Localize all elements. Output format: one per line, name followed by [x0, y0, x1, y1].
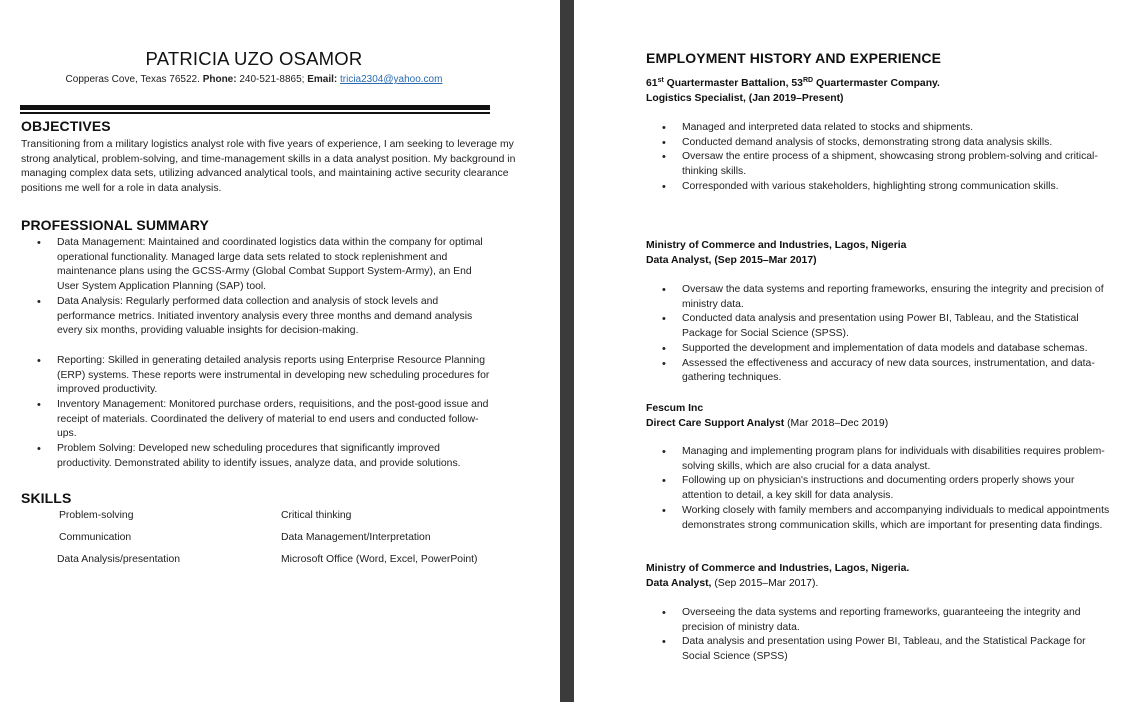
summary-item-text: Reporting: Skilled in generating detailed analysis reports using Enterprise Resource Planning (ERP) systems. These reports were instrumental in developing new scheduling procedures for improved productivity.: [57, 354, 490, 396]
job-bullets: [662, 121, 1112, 195]
job-bullets: [662, 283, 1112, 386]
objectives-heading: OBJECTIVES: [21, 118, 111, 134]
summary-item: [37, 295, 492, 339]
job-bullet: • Conducted demand analysis of stocks, demonstrating strong data analysis skills.: [662, 136, 1053, 149]
bullet-icon: •: [662, 151, 666, 164]
objectives-text: Transitioning from a military logistics analyst role with five years of experience, I am seeking to leverage my strong analytical, problem-solving, and time-management skills in a data analyst position. My background in managing complex data sets, utilizing advanced analytical tools, and maintaining active security clearance positions me well for a role in data analysis.: [21, 139, 516, 195]
bullet-icon: •: [662, 122, 666, 134]
bullet-icon: •: [662, 136, 666, 149]
bullet-icon: •: [662, 446, 666, 458]
job-bullet: • Assessed the effectiveness and accuracy of new data sources, instrumentation, and data-gathering techniques.: [662, 357, 1095, 384]
job-organization: Ministry of Commerce and Industries, Lagos, Nigeria: [646, 240, 907, 251]
skill-item: Data Analysis/presentation: [57, 554, 181, 565]
bullet-icon: •: [662, 504, 666, 517]
skill-item: Data Management/Interpretation: [281, 532, 431, 543]
employment-heading: EMPLOYMENT HISTORY AND EXPERIENCE: [646, 50, 942, 66]
bullet-icon: •: [662, 357, 666, 370]
job-bullet: • Managed and interpreted data related to stocks and shipments.: [662, 122, 974, 134]
header-rule-thick: [20, 105, 490, 110]
resume-page-left: [0, 0, 560, 702]
bullet-icon: •: [662, 475, 666, 488]
job-title: Direct Care Support Analyst (Mar 2018–Dec 2019): [646, 418, 889, 429]
page-divider: [560, 0, 574, 702]
job-bullet: • Overseeing the data systems and reporting frameworks, guaranteeing the integrity and precision of ministry data.: [662, 607, 1081, 633]
candidate-name: PATRICIA UZO OSAMOR: [145, 48, 363, 69]
summary-item-text: Inventory Management: Monitored purchase orders, requisitions, and the post-good issue and receipt of materials. Coordinated the delivery of material to end users and conducted follow-ups.: [57, 399, 489, 440]
bullet-icon: •: [37, 295, 41, 308]
job-bullet: • Data analysis and presentation using Power BI, Tableau, and the Statistical Package for Social Science (SPSS): [662, 636, 1086, 663]
bullet-icon: •: [662, 607, 666, 619]
bullet-icon: •: [37, 237, 41, 249]
bullet-icon: •: [662, 284, 666, 296]
job-bullets: [662, 445, 1112, 533]
skill-item: Communication: [59, 532, 132, 543]
job-bullet: • Corresponded with various stakeholders, highlighting strong communication skills.: [662, 180, 1059, 193]
bullet-icon: •: [662, 180, 666, 193]
skills-heading: SKILLS: [21, 490, 72, 506]
bullet-icon: •: [662, 342, 666, 355]
bullet-icon: •: [662, 636, 666, 649]
bullet-icon: •: [37, 354, 41, 367]
contact-phone: 240-521-8865;: [239, 74, 305, 85]
summary-item-text: Problem Solving: Developed new scheduling procedures that significantly improved productivity. Demonstrated ability to identify issues, analyze data, and provide solutions.: [57, 443, 461, 469]
job-title: Data Analyst, (Sep 2015–Mar 2017).: [646, 578, 819, 589]
header-rule-thin: [20, 112, 490, 114]
job-bullet: • Managing and implementing program plans for individuals with disabilities requires problem-solving skills, which are also crucial for a data analyst.: [662, 446, 1105, 472]
summary-item: [37, 398, 492, 442]
phone-label: Phone:: [202, 74, 237, 85]
bullet-icon: •: [37, 399, 41, 412]
summary-item: [37, 236, 492, 295]
email-label: Email:: [307, 74, 338, 85]
bullet-icon: •: [37, 443, 41, 456]
bullet-icon: •: [662, 313, 666, 326]
job-bullet: • Following up on physician's instructions and documenting orders properly shows your attention to detail, a key skill for data analysis.: [662, 475, 1075, 502]
contact-location: Copperas Cove, Texas 76522.: [65, 74, 200, 85]
summary-list: [37, 236, 492, 472]
resume-page-right: [574, 0, 1147, 702]
job-bullet: • Oversaw the data systems and reporting frameworks, ensuring the integrity and precision of ministry data.: [662, 284, 1104, 310]
job-title: Logistics Specialist, (Jan 2019–Present): [646, 93, 844, 104]
summary-item: [37, 354, 492, 398]
email-link[interactable]: tricia2304@yahoo.com: [340, 74, 443, 85]
job-organization: 61st Quartermaster Battalion, 53RD Quartermaster Company.: [646, 77, 940, 89]
summary-heading: PROFESSIONAL SUMMARY: [21, 217, 209, 233]
job-organization: Fescum Inc: [646, 403, 704, 414]
job-bullet: • Working closely with family members and accompanying individuals to medical appointments demonstrates strong communication skills, which are important for presenting data findings.: [662, 504, 1110, 531]
skill-item: Problem-solving: [59, 510, 134, 521]
contact-line: [0, 74, 508, 85]
job-bullet: • Conducted data analysis and presentation using Power BI, Tableau, and the Statistical Package for Social Science (SPSS).: [662, 313, 1079, 340]
job-bullets: [662, 606, 1112, 665]
job-bullet: • Oversaw the entire process of a shipment, showcasing strong problem-solving and critical-thinking skills.: [662, 151, 1098, 178]
summary-item-text: Data Management: Maintained and coordinated logistics data within the company for optimal operational functionality. Managed large data sets related to stock replenishment and maintenance plans using the GCSS-Army (Global Combat Support System-Army), an End User System Application Planning (SAP) tool.: [57, 237, 483, 293]
skill-item: Critical thinking: [281, 510, 352, 521]
job-bullet: • Supported the development and implementation of data models and database schemas.: [662, 342, 1088, 355]
job-organization: Ministry of Commerce and Industries, Lagos, Nigeria.: [646, 563, 910, 574]
summary-item: [37, 442, 492, 471]
skill-item: Microsoft Office (Word, Excel, PowerPoint): [281, 554, 478, 565]
job-title: Data Analyst, (Sep 2015–Mar 2017): [646, 255, 817, 266]
summary-item-text: Data Analysis: Regularly performed data collection and analysis of stock levels and performance metrics. Initiated inventory analysis every three months and demand analysis every six months, providing valuable insights for decision-making.: [57, 295, 473, 337]
